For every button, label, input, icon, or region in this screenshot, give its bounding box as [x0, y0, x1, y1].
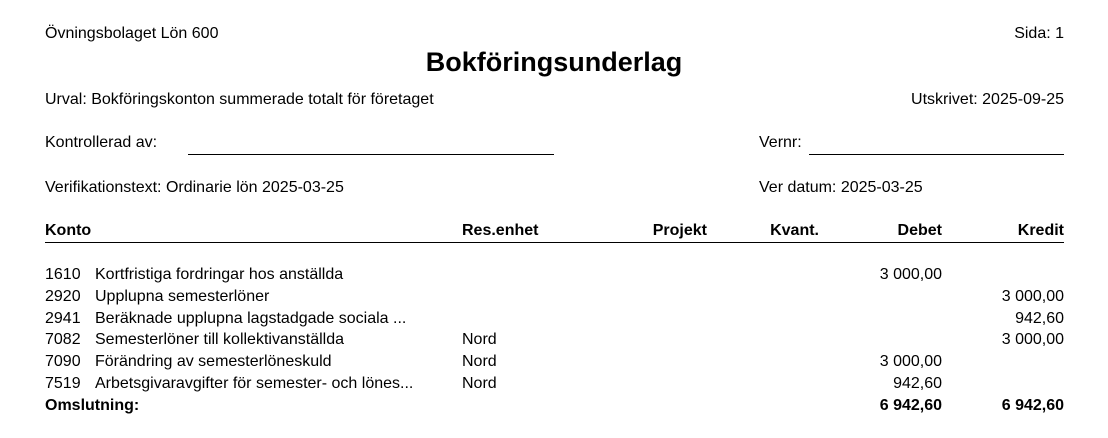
account-name: Upplupna semesterlöner: [95, 288, 270, 305]
company-name: Övningsbolaget Lön 600: [45, 25, 219, 42]
total-label: Omslutning:: [45, 397, 140, 414]
account-name: Kortfristiga fordringar hos anställda: [95, 266, 344, 283]
header-underline: [45, 242, 1064, 243]
page-number: Sida: 1: [1014, 25, 1064, 42]
ver-no-label: Vernr:: [759, 134, 802, 151]
page-title: Bokföringsunderlag: [425, 47, 683, 77]
column-header-account: Konto: [45, 222, 92, 239]
account-number: 7519: [45, 375, 81, 392]
column-header-credit: Kredit: [1017, 222, 1064, 239]
credit-cell: 942,60: [1015, 310, 1064, 327]
unit-cell: Nord: [462, 375, 497, 392]
debit-cell: 3 000,00: [879, 266, 942, 283]
account-number: 2941: [45, 310, 81, 327]
account-number: 1610: [45, 266, 81, 283]
ver-no-line: [809, 154, 1064, 155]
checked-by-label: Kontrollerad av:: [45, 134, 158, 151]
account-number: 7090: [45, 353, 81, 370]
total-debit: 6 942,60: [879, 397, 942, 414]
printed-date: Utskrivet: 2025-09-25: [911, 91, 1064, 108]
total-credit: 6 942,60: [1001, 397, 1064, 414]
ver-date: Ver datum: 2025-03-25: [759, 179, 923, 196]
debit-cell: 3 000,00: [879, 353, 942, 370]
credit-cell: 3 000,00: [1001, 331, 1064, 348]
column-header-unit: Res.enhet: [462, 222, 539, 239]
debit-cell: 942,60: [893, 375, 942, 392]
account-name: Beräknade upplupna lagstadgade sociala ...: [95, 310, 407, 327]
account-name: Arbetsgivaravgifter för semester- och lönes...: [95, 375, 414, 392]
column-header-debit: Debet: [897, 222, 942, 239]
selection-text: Urval: Bokföringskonton summerade totalt för företaget: [45, 91, 434, 108]
column-header-project: Projekt: [652, 222, 707, 239]
ver-text: Verifikationstext: Ordinarie lön 2025-03-25: [45, 179, 344, 196]
account-number: 7082: [45, 331, 81, 348]
column-header-quantity: Kvant.: [770, 222, 819, 239]
credit-cell: 3 000,00: [1001, 288, 1064, 305]
account-name: Semesterlöner till kollektivanställda: [95, 331, 344, 348]
account-number: 2920: [45, 288, 81, 305]
account-name: Förändring av semesterlöneskuld: [95, 353, 332, 370]
checked-by-signature-line: [188, 154, 554, 155]
unit-cell: Nord: [462, 353, 497, 370]
unit-cell: Nord: [462, 331, 497, 348]
